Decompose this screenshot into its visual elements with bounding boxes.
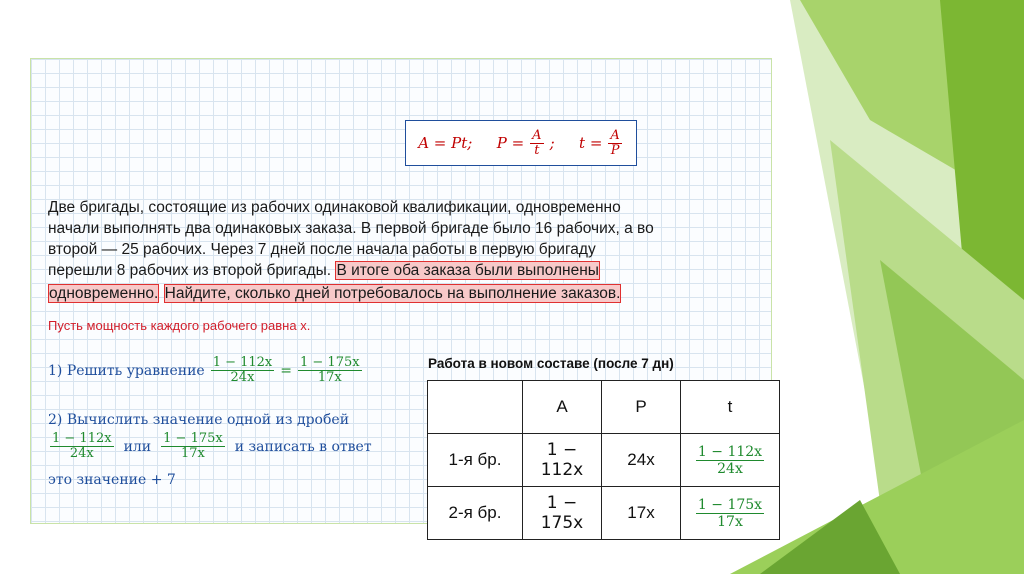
highlight-result-a: В итоге оба заказа были выполнены (336, 262, 599, 279)
row-1-t-num: 1 − 112x (697, 443, 763, 460)
step-1-left-num: 1 − 112x (212, 355, 273, 370)
formula-time-lhs: t = (579, 134, 603, 152)
row-2-p: 17x (602, 487, 681, 540)
highlight-result-b: одновременно. (49, 285, 159, 302)
step-2-a-num: 1 − 112x (52, 431, 112, 446)
row-2-label: 2-я бр. (428, 487, 523, 540)
row-1-a: 1 − 112x (523, 434, 602, 487)
table-row (428, 434, 780, 487)
assumption-text: Пусть мощность каждого рабочего равна x. (48, 318, 311, 333)
problem-line-1: Две бригады, состоящие из рабочих одинаковой квалификации, одновременно (48, 199, 621, 216)
row-2-t-fraction (696, 497, 764, 530)
row-2-t (681, 487, 780, 540)
header-a: A (523, 381, 602, 434)
formula-power-fraction (530, 129, 543, 158)
step-2-or: или (123, 438, 152, 455)
formula-power-tail: ; (549, 134, 555, 152)
step-1-right-fraction (298, 356, 362, 385)
step-1-right-den: 17x (317, 370, 342, 385)
header-t: t (681, 381, 780, 434)
step-1-equals: = (280, 362, 292, 379)
step-2-b-den: 17x (180, 446, 205, 461)
formula-work (418, 134, 472, 152)
work-table (427, 380, 780, 540)
row-1-p: 24x (602, 434, 681, 487)
problem-line-4-text: перешли 8 рабочих из второй бригады. (48, 262, 332, 279)
step-1-left-fraction (211, 356, 275, 385)
row-2-a: 1 − 175x (523, 487, 602, 540)
row-1-t (681, 434, 780, 487)
row-1-t-fraction (696, 444, 764, 477)
step-2-b-num: 1 − 175x (163, 431, 223, 446)
step-2-fraction-a (50, 432, 114, 461)
header-p: P (602, 381, 681, 434)
formula-power-lhs: P = (496, 134, 525, 152)
formula-time-num: A (610, 127, 620, 143)
problem-statement (48, 197, 778, 304)
step-2-tail: и записать в ответ (234, 438, 372, 455)
formula-power-num: A (532, 127, 542, 143)
table-row (428, 487, 780, 540)
row-2-t-num: 1 − 175x (697, 496, 763, 513)
formula-box (405, 120, 637, 166)
problem-line-3: второй — 25 рабочих. Через 7 дней после начала работы в первую бригаду (48, 241, 596, 258)
step-1-label: 1) Решить уравнение (48, 362, 205, 379)
step-2-fractions (48, 432, 372, 461)
problem-line-5 (48, 283, 778, 304)
step-1-right-num: 1 − 175x (300, 355, 360, 370)
formula-time-fraction (608, 129, 621, 158)
formula-time-den: P (610, 142, 620, 158)
step-2-fraction-b (161, 432, 225, 461)
formula-work-text: A = Pt; (418, 134, 473, 152)
formula-power (497, 129, 555, 158)
row-1-t-den: 24x (717, 460, 743, 477)
header-empty (428, 381, 523, 434)
step-2 (48, 410, 372, 461)
step-3: это значение + 7 (48, 472, 176, 488)
row-1-label: 1-я бр. (428, 434, 523, 487)
formula-time (579, 129, 624, 158)
step-1-left-den: 24x (230, 370, 255, 385)
problem-line-2: начали выполнять два одинаковых заказа. В первой бригаде было 16 рабочих, а во (48, 220, 654, 237)
table-title: Работа в новом составе (после 7 дн) (428, 356, 674, 371)
problem-line-4 (48, 260, 778, 281)
table-header-row (428, 381, 780, 434)
step-1 (48, 356, 364, 385)
formula-power-den: t (534, 142, 540, 158)
step-2-label: 2) Вычислить значение одной из дробей (48, 412, 350, 428)
highlight-question: Найдите, сколько дней потребовалось на выполнение заказов. (164, 285, 621, 302)
row-2-t-den: 17x (717, 513, 743, 530)
step-2-a-den: 24x (69, 446, 94, 461)
